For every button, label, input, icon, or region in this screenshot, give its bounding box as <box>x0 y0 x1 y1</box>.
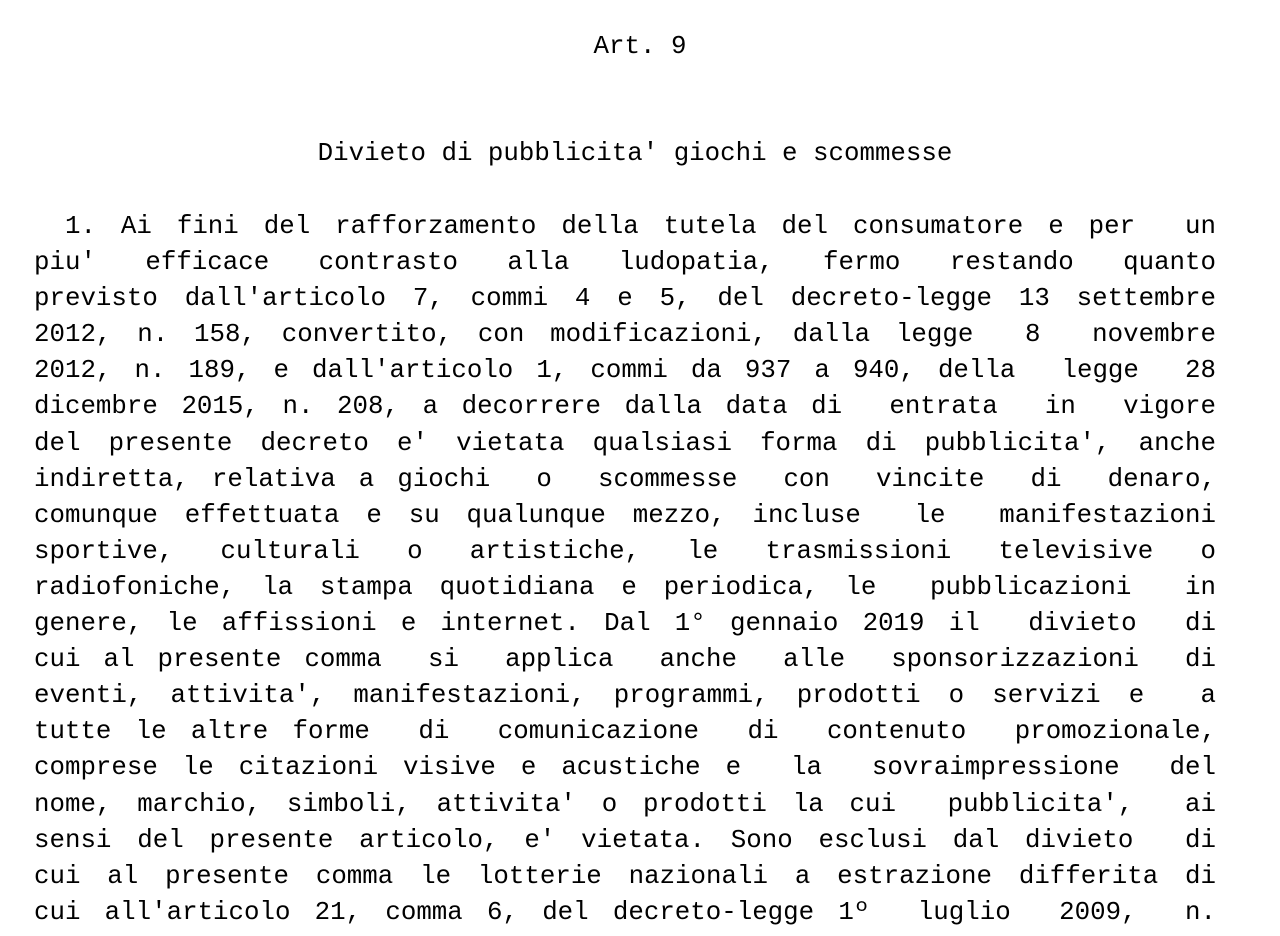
paragraph-line: indiretta, relativa a giochi o scommesse con vincite di denaro, <box>34 464 1216 494</box>
paragraph-line: cui al presente comma si applica anche alle sponsorizzazioni di <box>34 645 1216 675</box>
article-paragraph <box>34 209 1216 931</box>
paragraph-line: cui all'articolo 21, comma 6, del decreto-legge 1º luglio 2009, n. <box>34 897 1216 927</box>
article-title-heading: Divieto di pubblicita' giochi e scommesse <box>317 139 953 168</box>
paragraph-line: piu' efficace contrasto alla ludopatia, fermo restando quanto <box>34 248 1216 278</box>
paragraph-line: 1. Ai fini del rafforzamento della tutela del consumatore e per un <box>65 212 1216 241</box>
paragraph-line: nome, marchio, simboli, attivita' o prodotti la cui pubblicita', ai <box>34 789 1216 819</box>
paragraph-line: sportive, culturali o artistiche, le trasmissioni televisive o <box>34 536 1216 566</box>
paragraph-line: tutte le altre forme di comunicazione di contenuto promozionale, <box>34 717 1216 747</box>
paragraph-line: 2012, n. 158, convertito, con modificazioni, dalla legge 8 novembre <box>34 320 1216 350</box>
paragraph-line: del presente decreto e' vietata qualsiasi forma di pubblicita', anche <box>34 428 1216 458</box>
article-number-heading: Art. 9 <box>593 32 687 61</box>
paragraph-line: dicembre 2015, n. 208, a decorrere dalla data di entrata in vigore <box>34 392 1216 422</box>
paragraph-line: cui al presente comma le lotterie nazionali a estrazione differita di <box>34 861 1216 891</box>
paragraph-line: 2012, n. 189, e dall'articolo 1, commi da 937 a 940, della legge 28 <box>34 356 1216 386</box>
paragraph-line: genere, le affissioni e internet. Dal 1° gennaio 2019 il divieto di <box>34 609 1216 639</box>
paragraph-line: previsto dall'articolo 7, commi 4 e 5, del decreto-legge 13 settembre <box>34 284 1216 314</box>
paragraph-line: radiofoniche, la stampa quotidiana e periodica, le pubblicazioni in <box>34 572 1216 602</box>
paragraph-line: comunque effettuata e su qualunque mezzo, incluse le manifestazioni <box>34 500 1216 530</box>
paragraph-line: comprese le citazioni visive e acustiche e la sovraimpressione del <box>34 753 1216 783</box>
paragraph-line: sensi del presente articolo, e' vietata. Sono esclusi dal divieto di <box>34 825 1216 855</box>
paragraph-line: eventi, attivita', manifestazioni, programmi, prodotti o servizi e a <box>34 681 1216 711</box>
